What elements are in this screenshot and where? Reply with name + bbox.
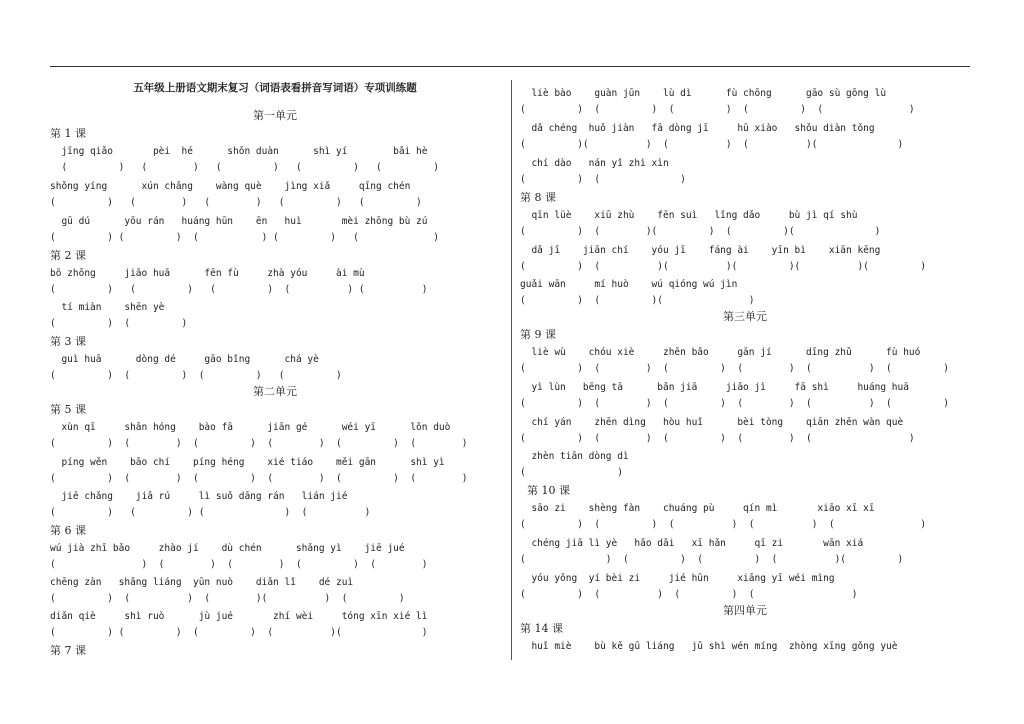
- answer-blanks-row[interactable]: ( ) ( ): [520, 174, 686, 185]
- lesson-heading: 第 3 课: [50, 335, 86, 348]
- pinyin-row: jiē chǎng jiǎ rú lì suǒ dāng rán lián jié: [50, 491, 348, 502]
- page-title: 五年级上册语文期末复习（词语表看拼音写词语）专项训练题: [133, 82, 417, 94]
- answer-blanks-row[interactable]: ( ) ( ) ( ) ( ) ( ) ( ): [50, 473, 468, 484]
- column-divider: [511, 80, 512, 660]
- pinyin-row: sāo zi shèng fàn chuáng pù qín mì xiāo xī xī: [520, 503, 875, 514]
- pinyin-row: chēng zàn shǎng liáng yūn nuò diǎn lǐ dé zuì: [50, 577, 354, 588]
- pinyin-row: guǎi wān mí huò wú qióng wú jìn: [520, 279, 738, 290]
- pinyin-row: chéng jiā lì yè hǎo dǎi xī hǎn qī zi wān xiá: [520, 538, 864, 549]
- lesson-heading: 第 5 课: [50, 403, 86, 416]
- pinyin-row: bō zhōng jiāo huā fēn fù zhà yóu ài mù: [50, 268, 365, 279]
- pinyin-row: chí dào nán yǐ zhì xìn: [520, 158, 669, 169]
- lesson-heading: 第 14 课: [520, 622, 563, 635]
- pinyin-row: liè wù chóu xiè zhēn bǎo gān jí dīng zhǔ fù huó: [520, 347, 921, 358]
- answer-blanks-row[interactable]: ( ) ( ) ( ) ( ) ( ): [50, 284, 428, 295]
- top-rule: [50, 66, 970, 67]
- pinyin-row: liè bào guàn jūn lù dì fù chōng gāo sù gōng lù: [520, 88, 887, 99]
- pinyin-row: shǒng yíng xún chǎng wàng què jìng xiǎ qīng chén: [50, 181, 411, 192]
- pinyin-row: píng wěn bāo chí píng héng xié tiáo měi gān shì yì: [50, 457, 445, 468]
- lesson-heading: 第 7 课: [50, 644, 86, 657]
- pinyin-row: chí yán zhēn dìng hòu huǐ bèi tòng qiān zhēn wàn què: [520, 417, 904, 428]
- pinyin-row: yì lùn bēng tā bǎn jiā jiǎo jì fā shì huáng huā: [520, 382, 909, 393]
- pinyin-row: zhèn tiān dòng dì: [520, 451, 629, 462]
- answer-blanks-row[interactable]: ( ) ( )( )( )( )( ): [520, 261, 927, 272]
- answer-blanks-row[interactable]: ( ) ( ) ( )( ) ( ): [50, 593, 405, 604]
- answer-blanks-row[interactable]: ( ) ( ) ( ) ( ) ( ) ( ): [50, 438, 468, 449]
- answer-blanks-row[interactable]: ( ) ( ) ( ) ( ): [50, 370, 342, 381]
- pinyin-row: huǐ miè bù kě gū liáng jǔ shì wén míng zhòng xīng gǒng yuè: [520, 641, 898, 652]
- answer-blanks-row[interactable]: ( ) ( )( ) ( )( ): [520, 226, 881, 237]
- pinyin-row: yóu yǒng yí bèi zi jié hūn xiāng yī wéi mìng: [520, 573, 835, 584]
- pinyin-row: dǎ jī jiān chí yóu jī fáng ài yīn bì xiān kēng: [520, 245, 881, 256]
- pinyin-row: qīn lüè xiū zhù fēn suì lǐng dǎo bù jì qí shù: [520, 210, 858, 221]
- lesson-heading: 第 1 课: [50, 127, 86, 140]
- answer-blanks-row[interactable]: ( ): [520, 467, 623, 478]
- answer-blanks-row[interactable]: ( ) ( ) ( ) ( )( ): [50, 627, 428, 638]
- unit-heading: 第二单元: [253, 385, 297, 398]
- answer-blanks-row[interactable]: ( ) ( ) ( ) ( ) ( ) ( ): [520, 363, 949, 374]
- answer-blanks-row[interactable]: ( ) ( ) ( ) ( )( ): [520, 554, 904, 565]
- pinyin-row: dǎ chéng huǒ jiàn fā dòng jī hū xiào shǒu diàn tǒng: [520, 123, 875, 134]
- answer-blanks-row[interactable]: ( ) ( ) ( ) ( ) ( ): [520, 519, 927, 530]
- answer-blanks-row[interactable]: ( ) ( ) ( ) ( ) ( ): [50, 232, 439, 243]
- lesson-heading: 第 8 课: [520, 191, 556, 204]
- pinyin-row: guì huā dòng dé gāo bǐng chá yè: [50, 354, 319, 365]
- unit-heading: 第四单元: [723, 604, 767, 617]
- pinyin-row: diǎn qiè shì ruò jù jué zhí wèi tóng xīn xié lì: [50, 611, 428, 622]
- answer-blanks-row[interactable]: ( ) ( ) ( ) ( ) ( ): [50, 162, 439, 173]
- unit-heading: 第三单元: [723, 310, 767, 323]
- answer-blanks-row[interactable]: ( ) ( ) ( ) ( ) ( ): [50, 559, 428, 570]
- pinyin-row: jīng qiǎo pèi hé shǒn duàn shì yí bǎi hè: [50, 146, 428, 157]
- answer-blanks-row[interactable]: ( ) ( ) ( ) ( ) ( ): [520, 104, 915, 115]
- lesson-heading: 第 6 课: [50, 524, 86, 537]
- lesson-heading: 第 9 课: [520, 328, 556, 341]
- answer-blanks-row[interactable]: ( ) ( ) ( ) ( ) ( ) ( ): [520, 398, 949, 409]
- unit-heading: 第一单元: [253, 109, 297, 122]
- pinyin-row: wú jià zhī bǎo zhào jí dù chén shǎng yì jiē jué: [50, 543, 405, 554]
- pinyin-row: xùn qī shān hóng bào fā jiān gé wéi yī lǒn duò: [50, 422, 451, 433]
- pinyin-row: gū dú yōu rán huáng hūn ēn huì mèi zhōng bù zú: [50, 216, 428, 227]
- lesson-heading: 第 2 课: [50, 249, 86, 262]
- answer-blanks-row[interactable]: ( ) ( )( ): [520, 295, 755, 306]
- pinyin-row: tí miàn shēn yè: [50, 302, 165, 313]
- answer-blanks-row[interactable]: ( ) ( ) ( ) ( ): [50, 507, 371, 518]
- answer-blanks-row[interactable]: ( ) ( ) ( ) ( ) ( ): [520, 433, 915, 444]
- answer-blanks-row[interactable]: ( ) ( ): [50, 318, 188, 329]
- lesson-heading: 第 10 课: [520, 484, 570, 497]
- answer-blanks-row[interactable]: ( )( ) ( ) ( )( ): [520, 139, 904, 150]
- answer-blanks-row[interactable]: ( ) ( ) ( ) ( ): [520, 589, 858, 600]
- answer-blanks-row[interactable]: ( ) ( ) ( ) ( ) ( ): [50, 197, 422, 208]
